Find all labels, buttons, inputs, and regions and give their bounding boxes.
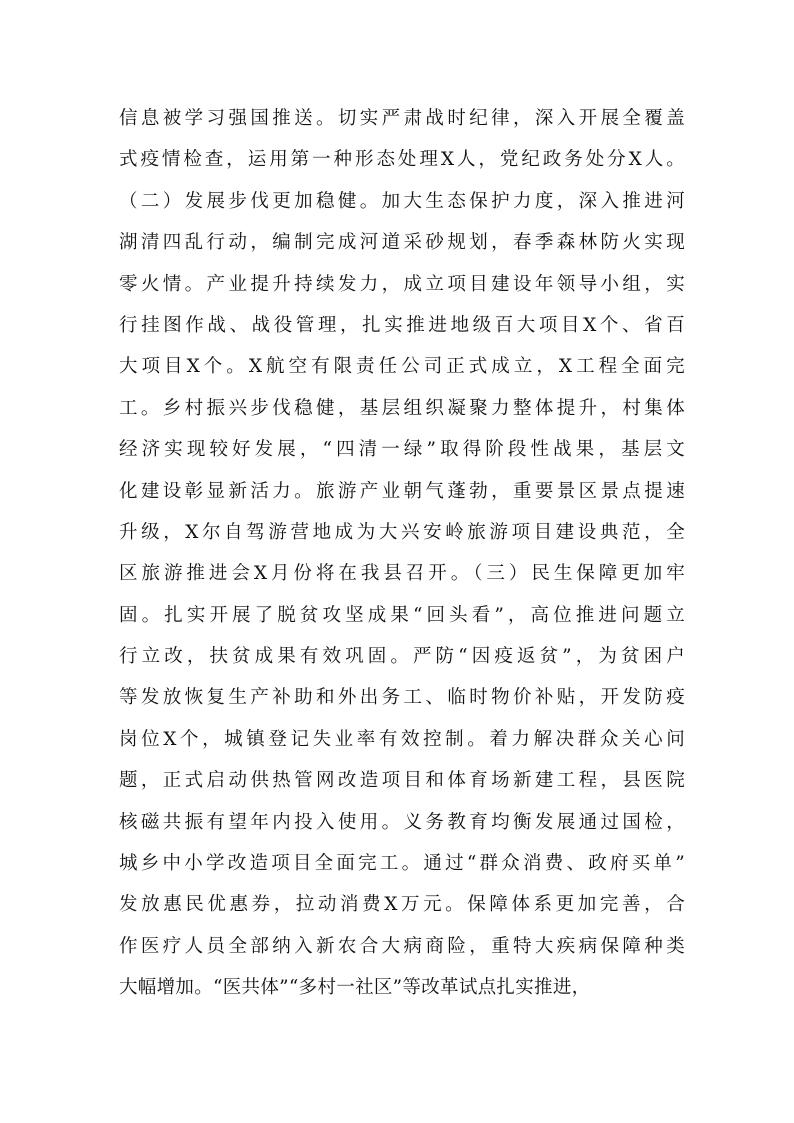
text-line: 信息被学习强国推送。切实严肃战时纪律，深入开展全覆盖	[119, 108, 685, 129]
text-line: （二）发展步伐更加稳健。加大生态保护力度，深入推进河	[119, 190, 685, 212]
text-line: 湖清四乱行动，编制完成河道采砂规划，春季森林防火实现	[119, 232, 685, 254]
text-line: 升级，X尔自驾游营地成为大兴安岭旅游项目建设典范，全	[119, 521, 685, 543]
text-line: 题，正式启动供热管网改造项目和体育场新建工程，县医院	[119, 770, 685, 792]
body-text	[119, 98, 685, 1009]
text-line: 式疫情检查，运用第一种形态处理X人，党纪政务处分X人。	[119, 149, 685, 171]
text-line: 零火情。产业提升持续发力，成立项目建设年领导小组，实	[119, 273, 685, 295]
text-line: 行挂图作战、战役管理，扎实推进地级百大项目X个、省百	[119, 314, 685, 336]
text-line: 核磁共振有望年内投入使用。义务教育均衡发展通过国检，	[119, 811, 685, 833]
text-line: 作医疗人员全部纳入新农合大病商险，重特大疾病保障种类	[119, 935, 685, 957]
text-line: 固。扎实开展了脱贫攻坚成果“回头看”，高位推进问题立	[119, 604, 685, 626]
text-line: 发放惠民优惠券，拉动消费X万元。保障体系更加完善，合	[119, 894, 685, 916]
text-line: 化建设彰显新活力。旅游产业朝气蓬勃，重要景区景点提速	[119, 480, 685, 502]
text-line: 行立改，扶贫成果有效巩固。严防“因疫返贫”，为贫困户	[119, 646, 685, 668]
text-line: 城乡中小学改造项目全面完工。通过“群众消费、政府买单”	[119, 853, 685, 875]
text-line: 区旅游推进会X月份将在我县召开。（三）民生保障更加牢	[119, 563, 685, 585]
text-line: 大项目X个。X航空有限责任公司正式成立，X工程全面完	[119, 356, 685, 378]
text-line: 工。乡村振兴步伐稳健，基层组织凝聚力整体提升，村集体	[119, 397, 685, 419]
text-line: 经济实现较好发展，“四清一绿”取得阶段性战果，基层文	[119, 439, 685, 461]
text-line: 大幅增加。“医共体”“多村一社区”等改革试点扎实推进，	[119, 977, 591, 999]
text-line: 等发放恢复生产补助和外出务工、临时物价补贴，开发防疫	[119, 687, 685, 709]
text-line: 岗位X个，城镇登记失业率有效控制。着力解决群众关心问	[119, 728, 685, 750]
